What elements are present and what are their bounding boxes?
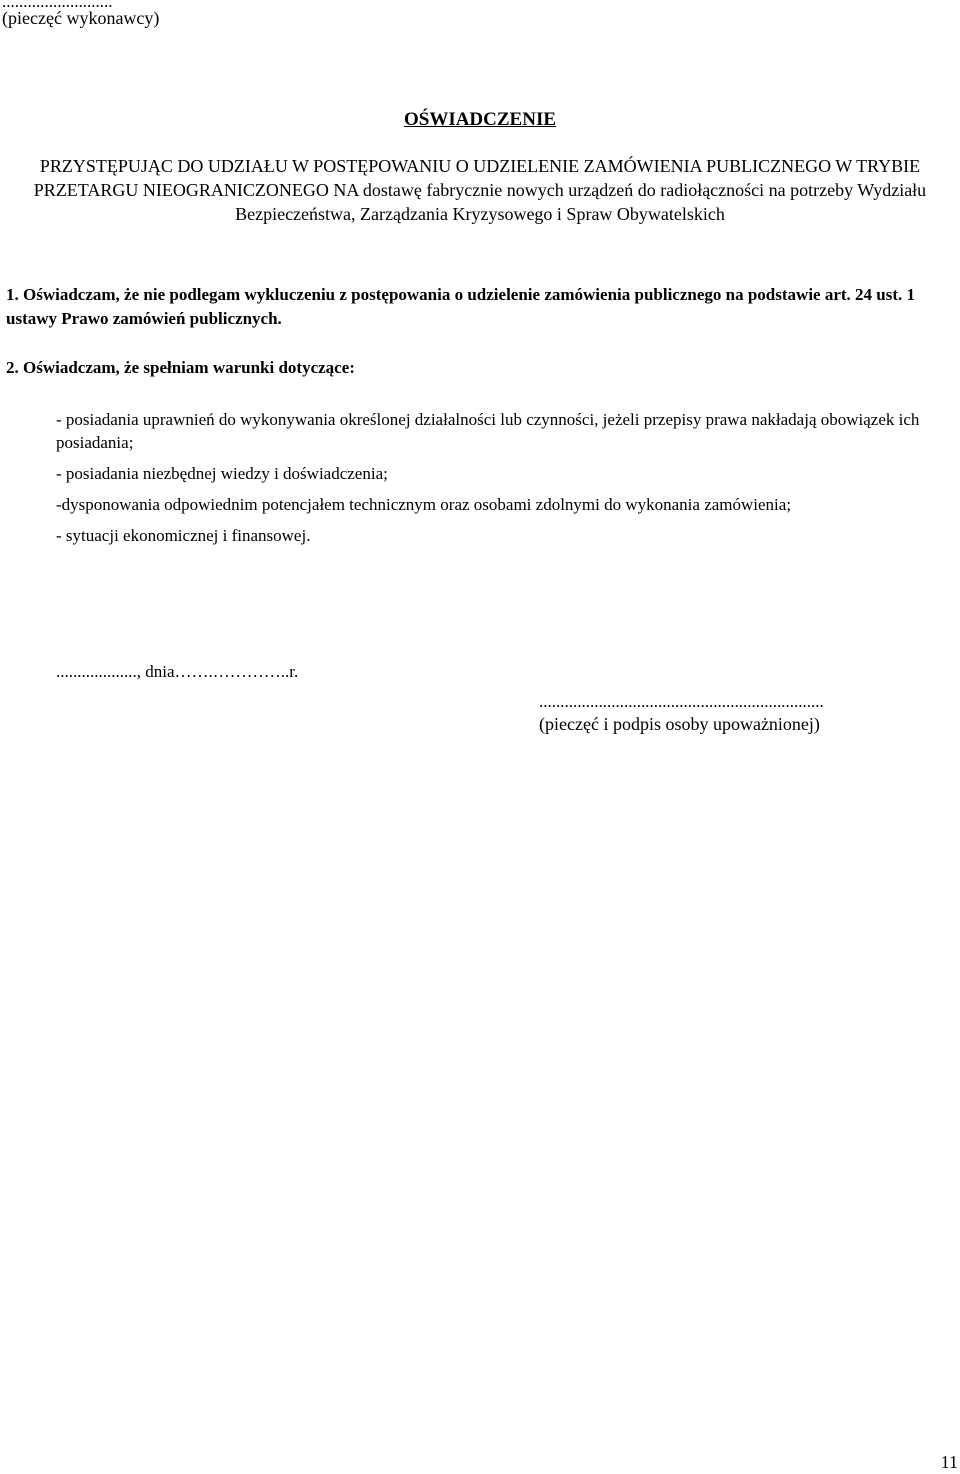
list-item: - posiadania uprawnień do wykonywania określonej działalności lub czynności, jeżeli przepisy prawa nakładają obowiązek ich posiadania; bbox=[56, 410, 920, 452]
page-number: 11 bbox=[940, 1452, 958, 1472]
document-title: OŚWIADCZENIE bbox=[403, 109, 557, 130]
date-line: ..................., dnia…….…………..r. bbox=[56, 662, 299, 681]
document-subtitle: PRZYSTĘPUJĄC DO UDZIAŁU W POSTĘPOWANIU O UDZIELENIE ZAMÓWIENIA PUBLICZNEGO W TRYBIE PRZETARGU NIEOGRANICZONEGO NA dostawę fabrycznie nowych urządzeń do radiołączności na potrzeby Wydziału Bezpieczeństwa, Zarządzania Kryzysowego i Spraw Obywatelskich bbox=[33, 156, 927, 224]
declaration-paragraph-2: 2. Oświadczam, że spełniam warunki dotyczące: bbox=[6, 358, 355, 377]
conditions-list bbox=[56, 408, 960, 555]
signature-label: (pieczęć i podpis osoby upoważnionej) bbox=[539, 714, 820, 734]
signature-dotted-line: ................................................................... bbox=[539, 692, 824, 711]
list-item: -dysponowania odpowiednim potencjałem technicznym oraz osobami zdolnymi do wykonania zamówienia; bbox=[56, 495, 792, 514]
list-item: - sytuacji ekonomicznej i finansowej. bbox=[56, 526, 311, 545]
stamp-dotted-line: .......................... bbox=[2, 0, 113, 11]
stamp-label: (pieczęć wykonawcy) bbox=[2, 8, 160, 28]
declaration-paragraph-1: 1. Oświadczam, że nie podlegam wykluczeniu z postępowania o udzielenie zamówienia publicznego na podstawie art. 24 ust. 1 ustawy Prawo zamówień publicznych. bbox=[6, 285, 916, 328]
list-item: - posiadania niezbędnej wiedzy i doświadczenia; bbox=[56, 464, 388, 483]
